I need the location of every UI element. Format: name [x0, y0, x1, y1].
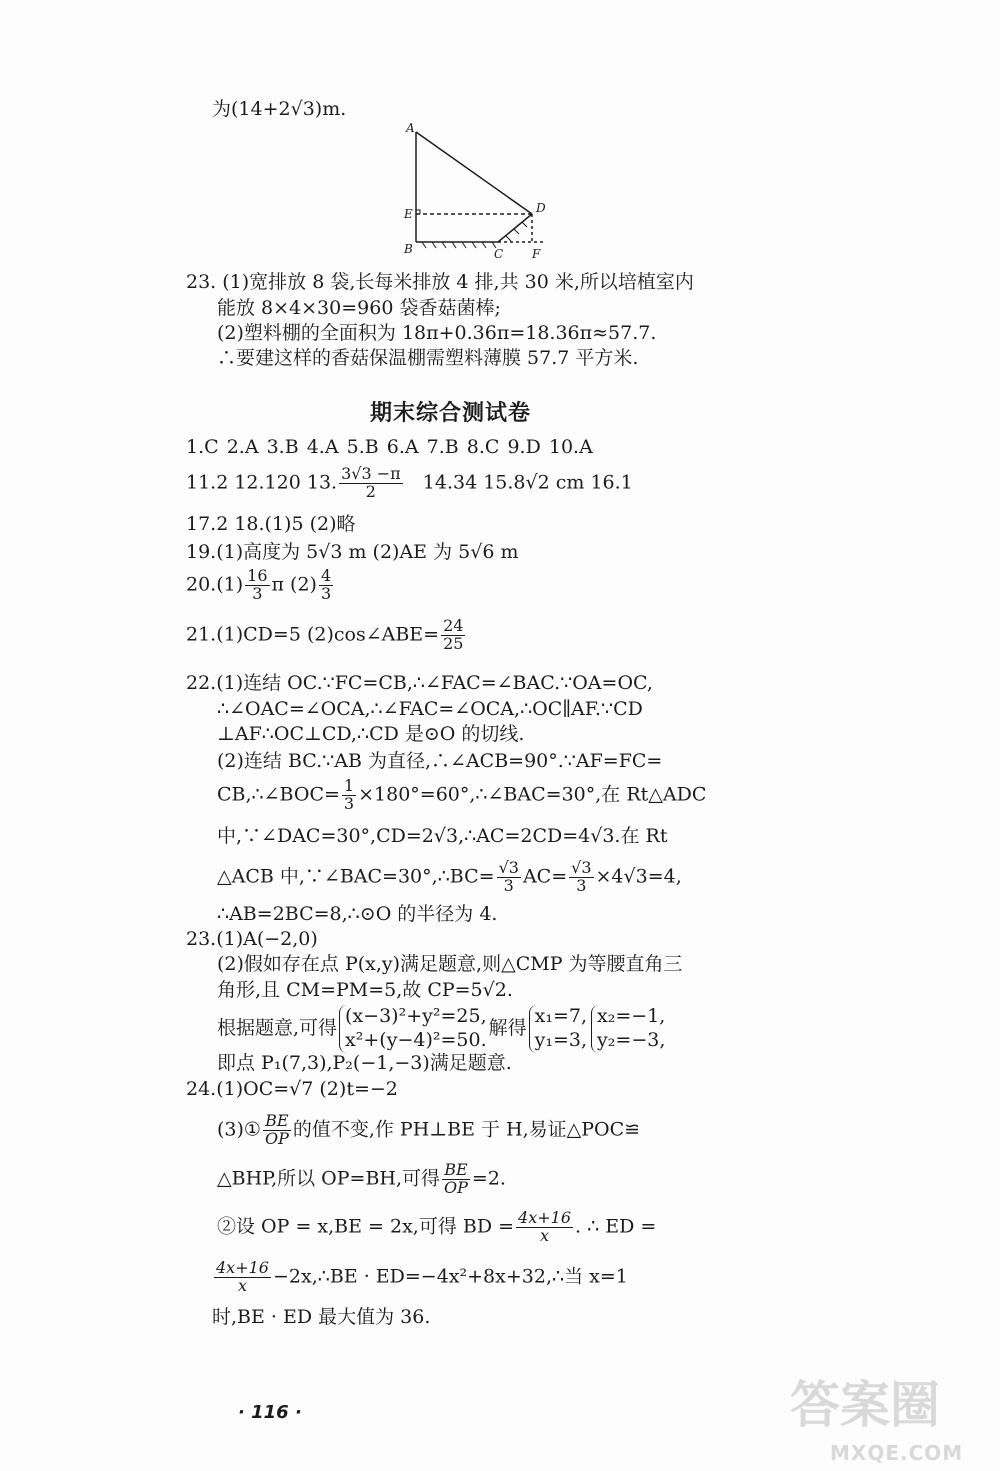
q24-line3	[217, 1162, 506, 1197]
q22-line7-part3: ×4√3=4,	[595, 865, 682, 888]
q23-x2: x₂=−1,	[597, 1005, 666, 1027]
q24-fraction-be-op-2	[442, 1162, 470, 1197]
q23-line3: 角形,且 CM=PM=5,故 CP=5√2.	[217, 979, 513, 1001]
q24-line2-part1: (3)①	[217, 1118, 261, 1141]
q22-line7	[217, 860, 682, 895]
q22-sqrt3-num-a: √3	[498, 858, 519, 877]
q20-prefix: 20.(1)	[186, 573, 244, 596]
q24-f3-den: x	[540, 1225, 550, 1245]
q23-line4	[217, 1005, 667, 1053]
q24-line2	[217, 1113, 640, 1148]
q23-x1: x₁=7,	[534, 1005, 588, 1027]
q22-sqrt3-num-b: √3	[571, 858, 592, 877]
q21-den: 25	[443, 633, 464, 653]
q22-fraction-third	[342, 778, 356, 813]
prev-q23-line4: ∴要建这样的香菇保温棚需塑料薄膜 57.7 平方米.	[217, 347, 639, 369]
q23-line4-part2: 解得	[488, 1016, 527, 1039]
answers-row2-part2: 14.34 15.8√2 cm 16.1	[422, 471, 633, 494]
q24-line5	[212, 1260, 628, 1295]
q22-third-den: 3	[343, 793, 355, 813]
q23-solution2	[591, 1005, 665, 1053]
q23-y2: y₂=−3,	[597, 1028, 666, 1051]
q21-fraction	[441, 618, 465, 653]
q24-line4-part2: . ∴ ED =	[575, 1215, 657, 1238]
q20-den1: 3	[252, 583, 263, 603]
q23-eq2: x²+(y−4)²=50.	[345, 1028, 487, 1051]
q24-f4-den: x	[237, 1275, 247, 1295]
q22-line8: ∴AB=2BC=8,∴⊙O 的半径为 4.	[217, 903, 498, 925]
ground-hatching	[422, 222, 527, 248]
q21-num: 24	[443, 616, 464, 635]
previous-answer: 为(14+2√3)m.	[212, 98, 347, 120]
q22-line6: 中,∵∠DAC=30°,CD=2√3,∴AC=2CD=4√3.在 Rt	[217, 825, 668, 847]
q22-line7-part1: △ACB 中,∵∠BAC=30°,∴BC=	[217, 865, 495, 888]
q20-num2: 4	[320, 566, 332, 585]
q22-line5-part1: CB,∴∠BOC=	[217, 783, 340, 806]
q21-prefix: 21.(1)CD=5 (2)cos∠ABE=	[186, 623, 440, 646]
q20-middle: π (2)	[271, 573, 317, 596]
q24-f1-num: BE	[263, 1113, 291, 1131]
q24-f4-num: 4x+16	[216, 1258, 269, 1277]
q23-line2: (2)假如存在点 P(x,y)满足题意,则△CMP 为等腰直角三	[217, 953, 683, 975]
q22-line4: (2)连结 BC.∵AB 为直径,∴∠ACB=90°.∵AF=FC=	[217, 750, 663, 772]
prev-q23-line1: 23. (1)宽排放 8 袋,长每米排放 4 排,共 30 米,所以培植室内	[186, 271, 694, 293]
label-b: B	[404, 242, 413, 256]
answers-row3: 17.2 18.(1)5 (2)略	[186, 513, 356, 535]
q22-sqrt3-den-a: 3	[503, 875, 514, 895]
q24-line4-part1: ②设 OP = x,BE = 2x,可得 BD =	[217, 1215, 515, 1238]
q23-line1: 23.(1)A(−2,0)	[186, 928, 318, 950]
segment-ad	[416, 132, 532, 214]
prev-q23-line2: 能放 8×4×30=960 袋香菇菌棒;	[217, 297, 501, 319]
q13-denominator: 2	[365, 481, 376, 501]
segment-cd	[498, 214, 532, 242]
q20-fraction1	[245, 568, 269, 603]
watermark-logo: 答案圈	[790, 1376, 940, 1434]
q24-line6: 时,BE · ED 最大值为 36.	[212, 1306, 431, 1328]
label-c: C	[494, 247, 504, 261]
q23-line5: 即点 P₁(7,3),P₂(−1,−3)满足题意.	[217, 1052, 512, 1074]
answers-row2-part1: 11.2 12.120 13.	[186, 471, 338, 494]
q22-third-num: 1	[343, 776, 355, 795]
label-f: F	[532, 247, 541, 261]
q24-fraction-bd	[516, 1210, 573, 1245]
prev-q23-line3: (2)塑料棚的全面积为 18π+0.36π=18.36π≈57.7.	[217, 322, 657, 344]
label-d: D	[536, 201, 546, 215]
q23-eq1: (x−3)²+y²=25,	[345, 1005, 487, 1027]
q22-line7-part2: AC=	[522, 865, 568, 888]
q23-solution1	[529, 1005, 587, 1053]
q22-sqrt3-den-b: 3	[576, 875, 587, 895]
q23-equation-system	[339, 1005, 487, 1053]
answers-row2	[186, 466, 633, 501]
q20-fraction2	[319, 568, 333, 603]
q22-line5-part2: ×180°=60°,∴∠BAC=30°,在 Rt△ADC	[358, 783, 707, 806]
q24-fraction-be-op-1	[263, 1113, 291, 1148]
q22-line3: ⊥AF∴OC⊥CD,∴CD 是⊙O 的切线.	[217, 723, 525, 745]
watermark-url: MXQE.COM	[830, 1441, 964, 1465]
q23-line4-part1: 根据题意,可得	[217, 1016, 338, 1039]
page-number-value: 116	[251, 1402, 289, 1423]
section-title: 期末综合测试卷	[370, 401, 532, 426]
q23-y1: y₁=3,	[534, 1028, 588, 1051]
q20-den2: 3	[320, 583, 332, 603]
q24-f2-den: OP	[444, 1177, 468, 1197]
q24-line1: 24.(1)OC=√7 (2)t=−2	[186, 1078, 398, 1100]
label-a: A	[406, 121, 415, 135]
page-number: · 116 ·	[238, 1402, 302, 1423]
q24-f1-den: OP	[264, 1128, 289, 1148]
q22-fraction-sqrt3-b	[569, 860, 593, 895]
q22-line1: 22.(1)连结 OC.∵FC=CB,∴∠FAC=∠BAC.∵OA=OC,	[186, 672, 653, 694]
q24-line3-part2: =2.	[471, 1167, 506, 1190]
q24-line5-part2: −2x,∴BE · ED=−4x²+8x+32,∴当 x=1	[272, 1265, 628, 1288]
q22-line2: ∴∠OAC=∠OCA,∴∠FAC=∠OCA,∴OC∥AF.∵CD	[217, 698, 643, 720]
q13-numerator: 3√3 −π	[341, 464, 401, 483]
q13-fraction	[339, 466, 403, 501]
q22-fraction-sqrt3-a	[497, 860, 521, 895]
answers-row1: 1.C 2.A 3.B 4.A 5.B 6.A 7.B 8.C 9.D 10.A	[186, 436, 593, 458]
answers-q21	[186, 618, 467, 653]
q20-num1: 16	[247, 566, 268, 585]
q24-line4	[217, 1210, 656, 1245]
q24-fraction-ed	[214, 1260, 271, 1295]
answers-row4: 19.(1)高度为 5√3 m (2)AE 为 5√6 m	[186, 541, 519, 563]
geometry-figure	[398, 118, 550, 266]
q24-line3-part1: △BHP,所以 OP=BH,可得	[217, 1167, 441, 1190]
q24-f2-num: BE	[442, 1162, 470, 1180]
label-e: E	[404, 207, 413, 221]
q24-line2-part2: 的值不变,作 PH⊥BE 于 H,易证△POC≌	[292, 1118, 641, 1141]
q22-line5	[217, 778, 706, 813]
q24-f3-num: 4x+16	[518, 1208, 571, 1227]
answers-q20	[186, 568, 335, 603]
